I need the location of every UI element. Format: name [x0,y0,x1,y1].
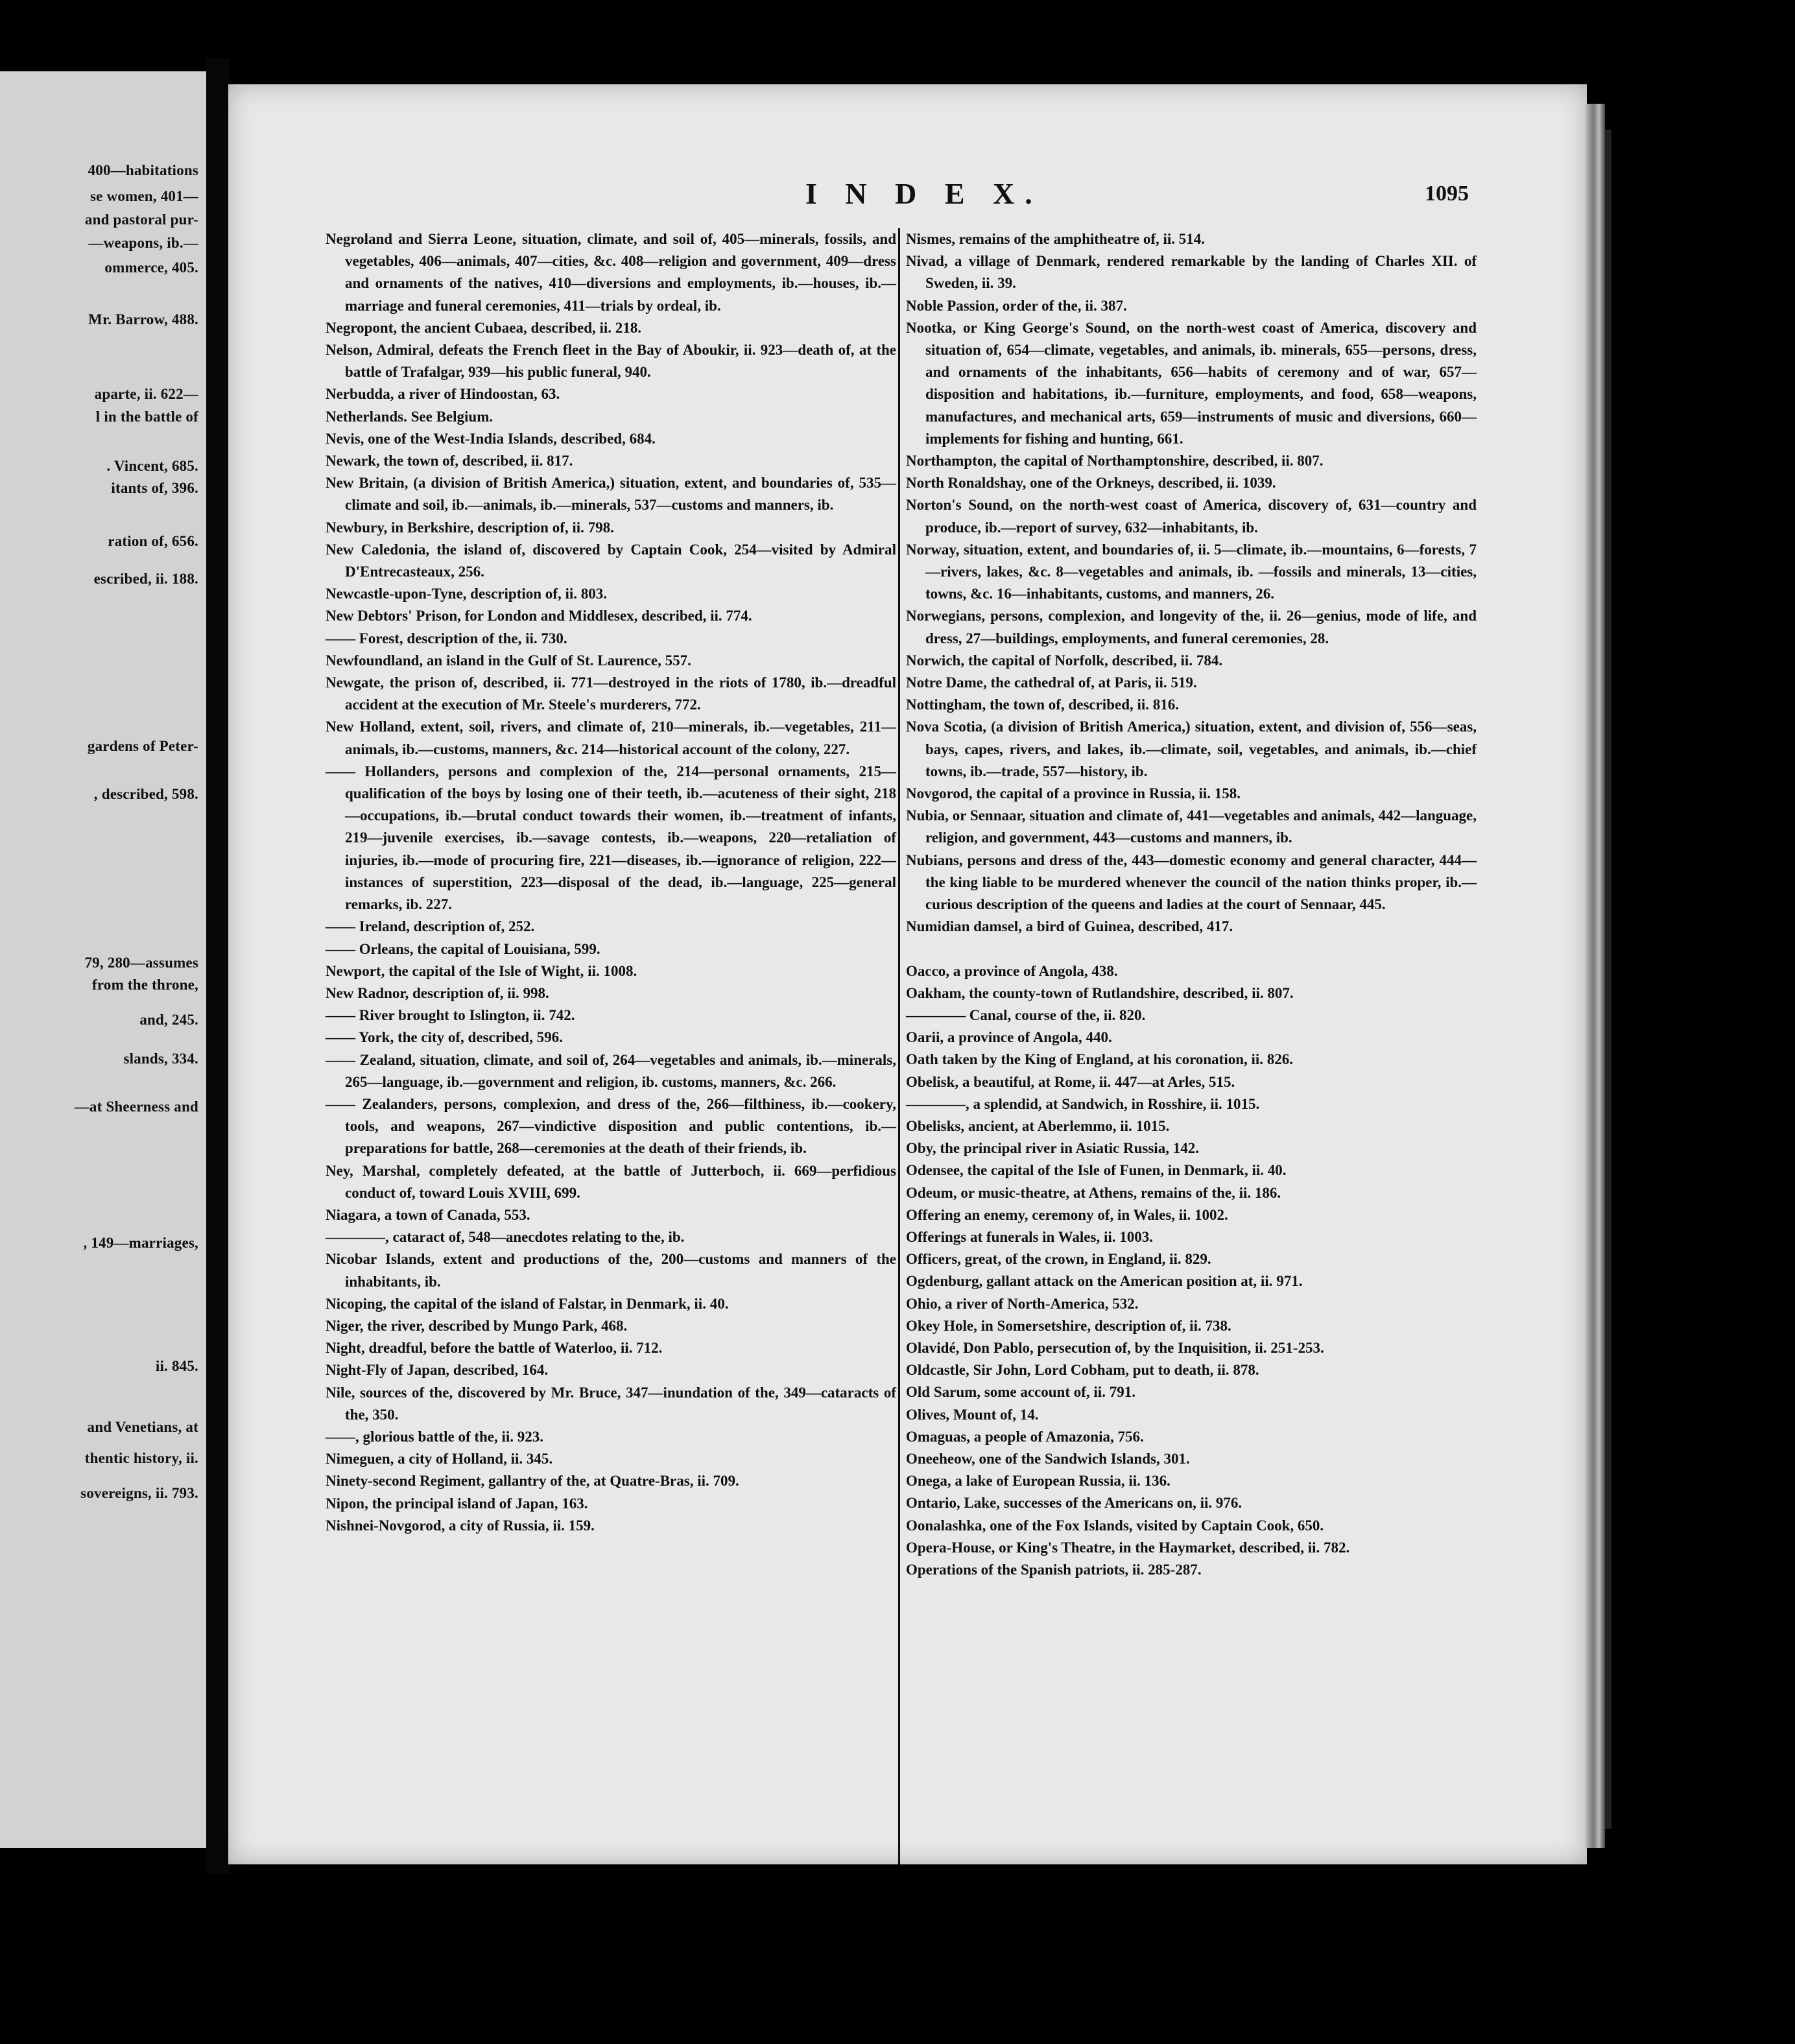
index-entry: Oneeheow, one of the Sandwich Islands, 301. [906,1450,1190,1467]
index-entry: Nootka, or King George's Sound, on the north-west coast of America, discovery and situation of, 654—climate, vegetables, and animals, ib. minerals, 655—persons, dress, and ornaments of the inhabitants, 656—habits of ceremony and of war, 657—disposition and habitations, ib.—furniture, employments, and food, 658—weapons, manufactures, and mechanical arts, 659—instruments of music and diversions, 660—implements for fishing and hunting, 661. [906,319,1477,447]
previous-page-text: thentic history, ii. [84,1450,198,1466]
previous-page-text: escribed, ii. 188. [93,571,198,587]
index-entry: Nicobar Islands, extent and productions of the, 200—customs and manners of the inhabitants, ib. [326,1251,896,1290]
n-entries [906,228,1477,938]
previous-page-text: from the throne, [92,977,198,993]
index-entry: Niger, the river, described by Mungo Park, 468. [326,1317,628,1334]
previous-page-text: —at Sheerness and [74,1099,198,1115]
previous-page-text: . Vincent, 685. [106,458,198,474]
index-entry: Obelisk, a beautiful, at Rome, ii. 447—at Arles, 515. [906,1073,1235,1090]
index-entry: North Ronaldshay, one of the Orkneys, described, ii. 1039. [906,475,1276,492]
previous-page-text: and Venetians, at [87,1419,198,1435]
index-entry: New Caledonia, the island of, discovered by Captain Cook, 254—visited by Admiral D'Entrecasteaux, 256. [326,541,896,580]
index-entry: —— Zealand, situation, climate, and soil of, 264—vegetables and animals, ib.—minerals, 265—language, ib.—government and religion, ib. customs, manners, &c. 266. [326,1051,896,1090]
index-entry: Northampton, the capital of Northamptonshire, described, ii. 807. [906,453,1324,469]
index-entry: Norwich, the capital of Norfolk, described, ii. 784. [906,652,1223,669]
index-entry: Night, dreadful, before the battle of Waterloo, ii. 712. [326,1340,663,1357]
previous-page-text: slands, 334. [123,1051,198,1067]
index-entry: Novgorod, the capital of a province in Russia, ii. 158. [906,785,1241,802]
page-gutter [206,58,230,1874]
index-entry: Negropont, the ancient Cubaea, described, ii. 218. [326,319,642,336]
index-entry: Oarii, a province of Angola, 440. [906,1029,1112,1046]
previous-page-text: 400—habitations [88,162,198,178]
index-entry: Newcastle-upon-Tyne, description of, ii. 803. [326,586,608,602]
previous-page-text: , described, 598. [93,786,198,802]
index-entry: Newfoundland, an island in the Gulf of St. Laurence, 557. [326,652,691,669]
index-entry: Newbury, in Berkshire, description of, ii. 798. [326,519,614,536]
previous-page-text: gardens of Peter- [87,738,198,754]
index-entry: Onega, a lake of European Russia, ii. 136. [906,1473,1171,1490]
index-entry: Nipon, the principal island of Japan, 163. [326,1495,588,1512]
index-entry: Operations of the Spanish patriots, ii. 285-287. [906,1561,1202,1578]
index-entry: —— Zealanders, persons, complexion, and dress of the, 266—filthiness, ib.—cookery, tools, and weapons, 267—vindictive disposition and public contentions, ib.—preparations for battle, 268—ceremonies at the death of their friends, ib. [326,1095,896,1157]
index-entry: Norton's Sound, on the north-west coast of America, discovery of, 631—country and produce, ib.—report of survey, 632—inhabitants, ib. [906,497,1477,536]
index-entry: Oldcastle, Sir John, Lord Cobham, put to death, ii. 878. [906,1362,1259,1379]
previous-page-text: 79, 280—assumes [84,955,198,971]
index-entry: Netherlands. See Belgium. [326,408,493,425]
index-entry: Obelisks, ancient, at Aberlemmo, ii. 1015. [906,1117,1170,1134]
index-entry: Oakham, the county-town of Rutlandshire, described, ii. 807. [906,984,1294,1001]
index-entry: Norway, situation, extent, and boundaries of, ii. 5—climate, ib.—mountains, 6—forests, 7—rivers, lakes, &c. 8—vegetables and animals, ib. —fossils and minerals, 13—cities, towns, &c. 16—inhabitants, customs, and manners, 26. [906,541,1477,602]
previous-page-text: l in the battle of [95,409,198,425]
index-entry: Old Sarum, some account of, ii. 791. [906,1384,1135,1401]
index-entry: Oacco, a province of Angola, 438. [906,962,1118,979]
previous-page-text: itants of, 396. [111,480,198,496]
index-entry: Nelson, Admiral, defeats the French fleet in the Bay of Aboukir, ii. 923—death of, at the battle of Trafalgar, 939—his public funeral, 940. [326,342,896,381]
page-title: I N D E X. [805,177,1043,210]
index-entry: ————, a splendid, at Sandwich, in Rosshire, ii. 1015. [906,1095,1260,1112]
index-entry: Nubians, persons and dress of the, 443—domestic economy and general character, 444—the king liable to be murdered whenever the council of the nation thinks proper, ib.—curious description of the queens and ladies at the court of Sennaar, 445. [906,851,1477,913]
index-entry: Oath taken by the King of England, at his coronation, ii. 826. [906,1051,1294,1068]
index-entry: —— York, the city of, described, 596. [326,1029,563,1046]
index-entry: Odensee, the capital of the Isle of Funen, in Denmark, ii. 40. [906,1162,1287,1179]
previous-page-text: —weapons, ib.— [88,235,198,251]
previous-page-text: ommerce, 405. [104,259,198,276]
index-entry: Officers, great, of the crown, in England, ii. 829. [906,1251,1211,1268]
index-entry: Oby, the principal river in Asiatic Russia, 142. [906,1140,1199,1157]
index-entry: ————, cataract of, 548—anecdotes relating to the, ib. [326,1229,685,1246]
page-edge [1586,104,1605,1848]
right-index-column [906,228,1477,1581]
index-entry: —— Ireland, description of, 252. [326,918,535,935]
index-entry: Nishnei-Novgorod, a city of Russia, ii. 159. [326,1517,595,1534]
previous-page-strip [0,71,206,1848]
previous-page-text: aparte, ii. 622— [94,386,198,402]
index-entry: Opera-House, or King's Theatre, in the Haymarket, described, ii. 782. [906,1539,1350,1556]
index-entry: Notre Dame, the cathedral of, at Paris, ii. 519. [906,674,1197,691]
previous-page-text: and, 245. [139,1012,198,1028]
page-number: 1095 [1425,182,1469,206]
index-entry: —— Orleans, the capital of Louisiana, 599. [326,940,600,957]
index-entry: Ogdenburg, gallant attack on the American position at, ii. 971. [906,1273,1303,1290]
index-entry: Newgate, the prison of, described, ii. 771—destroyed in the riots of 1780, ib.—dreadful accident at the execution of Mr. Steele's murderers, 772. [326,674,896,713]
index-entry: Newport, the capital of the Isle of Wight, ii. 1008. [326,962,637,979]
index-entry: Nerbudda, a river of Hindoostan, 63. [326,386,560,403]
index-entry: Ontario, Lake, successes of the Americans on, ii. 976. [906,1495,1242,1512]
index-entry: Norwegians, persons, complexion, and longevity of the, ii. 26—genius, mode of life, and dress, 27—buildings, employments, and funeral ceremonies, 28. [906,608,1477,647]
index-entry: Ninety-second Regiment, gallantry of the, at Quatre-Bras, ii. 709. [326,1473,739,1490]
previous-page-text: and pastoral pur- [84,211,198,228]
index-entry: Nevis, one of the West-India Islands, described, 684. [326,430,656,447]
index-entry: Nile, sources of the, discovered by Mr. Bruce, 347—inundation of the, 349—cataracts of the, 350. [326,1384,896,1423]
previous-page-text: Mr. Barrow, 488. [88,311,198,327]
page-edge-shadow [1605,130,1611,1829]
index-entry: New Debtors' Prison, for London and Middlesex, described, ii. 774. [326,608,752,624]
index-entry: ——, glorious battle of the, ii. 923. [326,1428,544,1445]
index-entry: Ney, Marshal, completely defeated, at the battle of Jutterboch, ii. 669—perfidious conduct of, toward Louis XVIII, 699. [326,1162,896,1201]
index-entry: Ohio, a river of North-America, 532. [906,1295,1139,1312]
index-entry: Noble Passion, order of the, ii. 387. [906,297,1127,314]
index-entry: ———— Canal, course of the, ii. 820. [906,1006,1146,1023]
index-entry: —— Hollanders, persons and complexion of the, 214—personal ornaments, 215—qualification of the boys by losing one of their teeth, ib.—acuteness of their sight, 218—occupations, ib.—brutal conduct towards their women, ib.—treatment of infants, 219—juvenile exercises, ib.—savage contests, ib.—weapons, 220—retaliation of injuries, ib.—mode of procuring fire, 221—diseases, ib.—ignorance of religion, 222—instances of superstition, 223—disposal of the dead, ib.—language, 225—general remarks, ib. 227. [326,763,896,913]
index-entry: Oonalashka, one of the Fox Islands, visited by Captain Cook, 650. [906,1517,1324,1534]
index-entry: Offerings at funerals in Wales, ii. 1003. [906,1228,1153,1245]
index-entry: —— Forest, description of the, ii. 730. [326,630,567,647]
previous-page-text: sovereigns, ii. 793. [80,1485,198,1501]
previous-page-text: , 149—marriages, [83,1235,198,1251]
index-entry: —— River brought to Islington, ii. 742. [326,1007,575,1024]
previous-page-text: se women, 401— [90,188,198,204]
index-entry: Nismes, remains of the amphitheatre of, ii. 514. [906,231,1206,247]
index-entry: Nova Scotia, (a division of British America,) situation, extent, and division of, 556—seas, bays, capes, rivers, and lakes, ib.—climate, soil, vegetables, and animals, ib.—chief towns, ib.—trade, 557—history, ib. [906,719,1477,779]
index-entry: Night-Fly of Japan, described, 164. [326,1362,549,1379]
column-divider [898,228,900,1864]
index-entry: Odeum, or music-theatre, at Athens, remains of the, ii. 186. [906,1184,1281,1201]
index-entry: Olavidé, Don Pablo, persecution of, by the Inquisition, ii. 251-253. [906,1339,1324,1356]
index-entry: New Britain, (a division of British America,) situation, extent, and boundaries of, 535—climate and soil, ib.—animals, ib.—minerals, 537—customs and manners, ib. [326,475,896,514]
index-entry: Nicoping, the capital of the island of Falstar, in Denmark, ii. 40. [326,1295,729,1312]
index-entry: Numidian damsel, a bird of Guinea, described, 417. [906,918,1233,935]
index-entry: Newark, the town of, described, ii. 817. [326,453,573,469]
section-gap [906,938,1477,960]
previous-page-text: ii. 845. [155,1358,198,1374]
index-entry: Olives, Mount of, 14. [906,1406,1039,1423]
index-entry: Nubia, or Sennaar, situation and climate of, 441—vegetables and animals, 442—language, religion, and government, 443—customs and manners, ib. [906,807,1477,846]
left-index-column [326,228,896,1537]
index-entry: Negroland and Sierra Leone, situation, climate, and soil of, 405—minerals, fossils, and vegetables, 406—animals, 407—cities, &c. 408—religion and government, 409—dress and ornaments of the natives, 410—diversions and employments, ib.—houses, ib.—marriage and funeral ceremonies, 411—trials by ordeal, ib. [326,231,896,314]
index-entry: Okey Hole, in Somersetshire, description of, ii. 738. [906,1317,1231,1334]
index-page [228,84,1587,1864]
index-entry: Omaguas, a people of Amazonia, 756. [906,1428,1144,1445]
index-entry: Niagara, a town of Canada, 553. [326,1206,530,1223]
index-entry: Nivad, a village of Denmark, rendered remarkable by the landing of Charles XII. of Sweden, ii. 39. [906,253,1477,292]
index-entry: Nimeguen, a city of Holland, ii. 345. [326,1451,553,1468]
index-entry: Offering an enemy, ceremony of, in Wales, ii. 1002. [906,1206,1228,1223]
index-entry: New Holland, extent, soil, rivers, and climate of, 210—minerals, ib.—vegetables, 211—animals, ib.—customs, manners, &c. 214—historical account of the colony, 227. [326,719,896,757]
index-entry: New Radnor, description of, ii. 998. [326,984,549,1001]
index-entry: Nottingham, the town of, described, ii. 816. [906,696,1180,713]
previous-page-text: ration of, 656. [108,533,198,549]
o-entries [906,960,1477,1582]
